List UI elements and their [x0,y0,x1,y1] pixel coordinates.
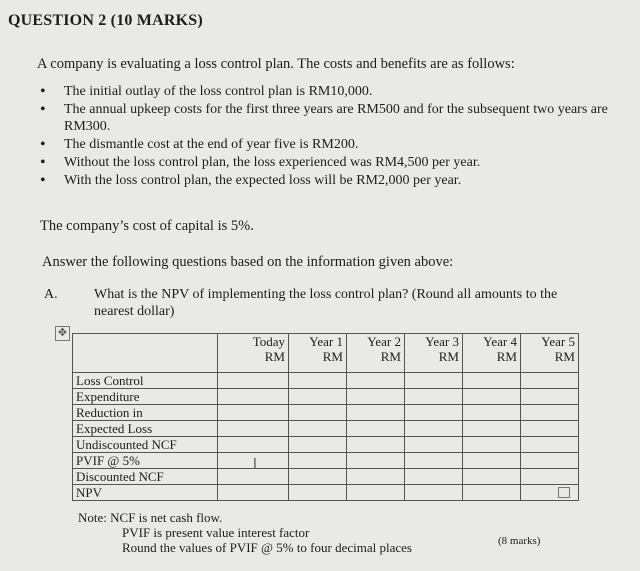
table-row [73,421,579,437]
note-line: PVIF is present value interest factor [122,525,310,540]
table-cell[interactable] [218,373,289,389]
table-header-row [73,334,579,373]
npv-table [72,333,579,501]
header-cell: Year 4 RM [463,334,521,373]
table-cell[interactable] [521,469,579,485]
table-cell[interactable] [405,437,463,453]
note-line: Round the values of PVIF @ 5% to four decimal places [122,540,412,555]
table-cell[interactable] [218,485,289,501]
table-cell[interactable] [289,421,347,437]
table-cell[interactable] [347,421,405,437]
table-row [73,389,579,405]
note-line: Note: NCF is net cash flow. [78,510,223,525]
table-row [73,485,579,501]
table-cell[interactable] [521,437,579,453]
question-label: A. [44,287,58,302]
header-cell: Year 2 RM [347,334,405,373]
table-cell[interactable] [521,389,579,405]
table-cell[interactable] [289,437,347,453]
table-cell[interactable] [521,405,579,421]
table-cell[interactable] [347,389,405,405]
bullet-item: • The annual upkeep costs for the first three years are RM500 and for the subsequent two years are RM300. [40,101,615,135]
table-cell[interactable] [289,373,347,389]
table-cell[interactable] [463,453,521,469]
table-cell[interactable] [347,453,405,469]
table-cell[interactable] [405,389,463,405]
table-note [78,510,412,555]
table-cell[interactable] [463,421,521,437]
question-text: What is the NPV of implementing the loss control plan? (Round all amounts to the nearest dollar) [94,287,558,319]
table-row [73,405,579,421]
bullet-item: • The initial outlay of the loss control plan is RM10,000. [40,83,615,100]
header-cell: Today RM [218,334,289,373]
intro-text: A company is evaluating a loss control plan. The costs and benefits are as follows: [37,56,515,72]
table-cell[interactable] [218,437,289,453]
row-label: Discounted NCF [73,469,218,485]
header-cell: Year 3 RM [405,334,463,373]
text-cursor-icon: Ι [253,457,257,472]
table-row [73,437,579,453]
row-label: Expenditure [73,389,218,405]
table-cell[interactable] [289,405,347,421]
table-cell[interactable] [405,405,463,421]
row-label: PVIF @ 5% [73,453,218,469]
header-blank-cell [73,334,218,373]
move-cross-icon[interactable]: ✥ [55,326,70,341]
table-cell[interactable] [463,373,521,389]
table-cell[interactable] [218,421,289,437]
table-cell[interactable] [289,469,347,485]
table-cell[interactable] [405,469,463,485]
table-cell[interactable] [405,373,463,389]
row-label: Undiscounted NCF [73,437,218,453]
table-row [73,373,579,389]
table-row [73,469,579,485]
table-cell[interactable] [289,389,347,405]
table-resize-handle-icon[interactable] [558,487,570,498]
table-cell[interactable] [347,405,405,421]
table-cell[interactable] [463,389,521,405]
bullet-item: • Without the loss control plan, the loss experienced was RM4,500 per year. [40,154,615,171]
instruction-text: Answer the following questions based on the information given above: [42,254,454,270]
table-cell[interactable] [347,437,405,453]
table-cell[interactable] [347,485,405,501]
row-label: Loss Control [73,373,218,389]
table-cell[interactable] [463,469,521,485]
row-label: Reduction in [73,405,218,421]
table-cell[interactable] [347,373,405,389]
table-row [73,453,579,469]
table-cell[interactable] [405,421,463,437]
table-cell[interactable] [347,469,405,485]
cost-of-capital-text: The company’s cost of capital is 5%. [40,218,254,234]
table-cell[interactable] [463,405,521,421]
table-cell[interactable] [521,373,579,389]
table-cell[interactable] [289,453,347,469]
table-cell[interactable] [521,421,579,437]
table-cell[interactable] [289,485,347,501]
table-cell[interactable] [463,485,521,501]
header-cell: Year 5 RM [521,334,579,373]
table-cell[interactable] [405,453,463,469]
table-cell[interactable] [218,405,289,421]
bullet-item: • The dismantle cost at the end of year five is RM200. [40,136,615,153]
table-cell[interactable] [463,437,521,453]
question-heading: QUESTION 2 (10 MARKS) [8,12,203,29]
table-cell[interactable] [218,389,289,405]
header-cell: Year 1 RM [289,334,347,373]
bullet-item: • With the loss control plan, the expected loss will be RM2,000 per year. [40,172,615,189]
marks-label: (8 marks) [498,535,541,547]
table-cell[interactable] [521,453,579,469]
row-label: NPV [73,485,218,501]
table-cell[interactable] [405,485,463,501]
row-label: Expected Loss [73,421,218,437]
bullet-list [40,83,615,190]
